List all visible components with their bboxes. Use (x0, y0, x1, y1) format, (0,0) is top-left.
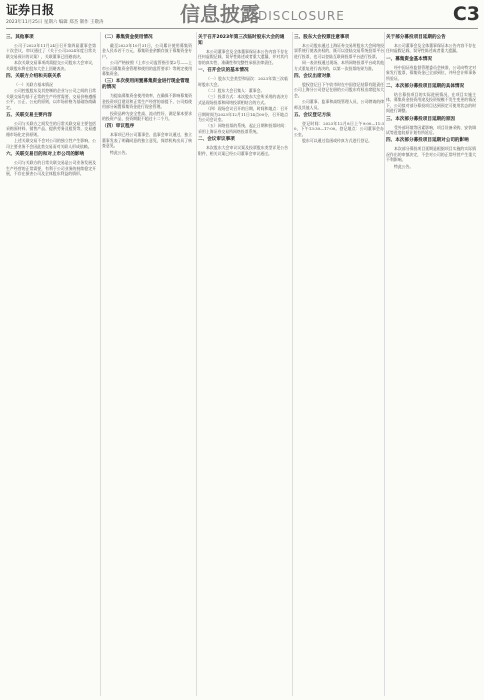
body-paragraph: 本事项已经公司董事会、监事会审议通过，独立董事发表了明确同意的独立意见，保荐机构出具了核查意见。 (102, 132, 192, 149)
body-paragraph: 特此公告。 (394, 163, 414, 169)
column-divider (100, 32, 101, 696)
body-paragraph: 投资品种为安全性高、流动性好、满足保本要求的投资产品，投资期限不超过十二个月。 (102, 110, 192, 122)
body-paragraph: 公司于2023年11月24日召开第四届董事会第十次会议，审议通过了《关于公司2024年度日常关联交易预计的议案》，关联董事已回避表决。 (6, 43, 96, 59)
column-4 (294, 32, 384, 696)
body-paragraph: 受外部环境等因素影响，项目设备采购、安装调试等进度较原计划有所延后。 (386, 124, 476, 136)
body-paragraph: 本次部分募投项目延期是根据项目实施的实际情况作出的审慎决定，不会对公司的正常经营产生重大不利影响。 (386, 146, 476, 163)
column-1 (6, 32, 96, 696)
section-heading: 一、募集资金基本情况 (386, 56, 432, 62)
column-2 (102, 32, 192, 696)
issue-meta: 2023年11月25日 星期六 编辑 郑杰 制作 王敬涛 (6, 20, 104, 25)
column-divider (196, 32, 197, 696)
body-paragraph: 截至2023年10月31日，公司累计使用募集资金人民币若干万元，募集资金余额存放于募集资金专户。 (102, 43, 192, 59)
section-heading: 五、会议登记方法 (294, 113, 331, 119)
section-heading: （三）本次使用闲置募集资金进行现金管理的情况 (102, 79, 190, 91)
article-body (6, 32, 478, 696)
body-paragraph: 经中国证券监督管理委员会核准，公司向特定对象发行股票，募集资金已全部到位，并经会计师事务所验证。 (386, 64, 476, 81)
section-title-english: DISCLOSURE (258, 9, 345, 23)
section-heading: 三、股东大会投票注意事项 (294, 35, 350, 40)
section-heading: 三、其他事项 (6, 35, 34, 40)
body-paragraph: 特此公告。 (110, 149, 130, 155)
body-paragraph: （三）投票方式：本次股东大会所采用的表决方式是现场投票和网络投票相结合的方式。 (198, 94, 288, 105)
body-paragraph: （一）股东大会类型和届次：2023年第三次临时股东大会。 (198, 76, 288, 87)
header-divider (6, 28, 478, 29)
body-paragraph: 为提高募集资金使用效率，在确保不影响募集资金投资项目建设和正常生产经营的前提下，公司拟使用部分闲置募集资金进行现金管理。 (102, 93, 192, 110)
body-paragraph: 登记时间：2023年12月8日上午9:00—11:30，下午13:30—17:00。登记地点：公司董事会办公室。 (294, 121, 384, 137)
section-heading: 关于召开2023年第三次临时股东大会的通知 (198, 35, 285, 46)
column-divider (292, 32, 293, 696)
body-paragraph: （一）关联方基本情况 (14, 82, 53, 88)
body-paragraph: 公司与关联方之间发生的日常关联交易主要包括采购原材料、销售产品、提供劳务及租赁等，交易遵循市场化定价原则。 (6, 121, 96, 137)
section-heading: 四、本次部分募投项目延期对公司的影响 (386, 138, 469, 144)
body-paragraph: 公司与关联方的日常关联交易是公司业务发展及生产经营的正常需要，有利于公司业务的持续稳定开展，不存在损害公司及全体股东利益的情形。 (6, 160, 96, 176)
section-heading: 六、关联交易目的和对上市公司的影响 (6, 152, 85, 158)
newspaper-logo: 证券日报 (6, 3, 55, 17)
body-paragraph: （二）股东大会召集人：董事会。 (206, 88, 265, 94)
page-code: C3 (452, 3, 480, 25)
section-heading: 四、关联方介绍和关联关系 (6, 74, 62, 80)
section-heading: 四、会议出席对象 (294, 74, 331, 80)
column-divider (384, 32, 385, 696)
body-paragraph: 本公司股东通过上海证券交易所股东大会网络投票系统行使表决权的，既可以登陆交易系统投票平台进行投票，也可以登陆互联网投票平台进行投票。 (294, 43, 384, 59)
body-paragraph: 股东可以通过信函或传真方式进行登记。 (302, 138, 373, 144)
column-3 (198, 32, 288, 696)
section-heading: 二、会议审议事项 (198, 137, 235, 143)
body-paragraph: 本公司董事会及全体董事保证本公告内容不存在任何虚假记载、误导性陈述或者重大遗漏，并对其内容的真实性、准确性和完整性承担法律责任。 (198, 49, 288, 65)
section-heading: 五、关联交易主要内容 (6, 113, 52, 119)
body-paragraph: （四）现场会议召开的日期、时间和地点：召开日期时间为2023年12月11日14点00分，召开地点为公司会议室。 (198, 106, 288, 123)
section-title: 信息披露 (180, 2, 260, 26)
masthead (0, 0, 484, 30)
column-5 (386, 32, 476, 696)
section-heading: 三、本次部分募投项目延期的原因 (386, 116, 455, 122)
section-heading: 二、本次部分募投项目延期的具体情况 (386, 84, 465, 90)
body-paragraph: 公司严格按照《上市公司监管指引第2号——上市公司募集资金管理和使用的监管要求》等规定使用募集资金。 (102, 60, 192, 77)
body-paragraph: 上述关联交易不会对公司的独立性产生影响，公司主要业务不会因此类交易而对关联人形成依赖。 (6, 138, 96, 149)
section-heading: （四）审议程序 (102, 124, 135, 130)
body-paragraph: 公司控股股东及其控制的企业与公司之间的日常关联交易均基于正常的生产经营需要，交易价格遵循公平、公正、公允的原则，以市场价格为基础协商确定。 (6, 88, 96, 110)
body-paragraph: 结合募投项目的实际进展情况，在项目实施主体、募集资金投资用途及投资规模不发生变更的情况下，公司拟对部分募投项目达到预定可使用状态的时间进行调整。 (386, 92, 476, 114)
body-paragraph: 本公司董事会及全体董事保证本公告内容不存在任何虚假记载、误导性陈述或者重大遗漏。 (386, 43, 476, 54)
section-heading: 关于部分募投项目延期的公告 (386, 35, 446, 40)
section-heading: 一、召开会议的基本情况 (198, 68, 249, 74)
section-heading: （二）募集资金使用情况 (102, 35, 153, 40)
body-paragraph: 本次股东大会审议议案及投票股东类型详见公告附件，相关议案已经公司董事会审议通过。 (198, 145, 288, 156)
body-paragraph: 公司董事、监事和高级管理人员，公司聘请的律师及其他人员。 (294, 99, 384, 110)
body-paragraph: 同一表决权通过现场、本所网络投票平台或其他方式重复进行表决的，以第一次投票结果为准。 (294, 60, 384, 71)
body-paragraph: 本次关联交易事项尚需提交公司股东大会审议，关联股东将在股东大会上回避表决。 (6, 60, 96, 71)
body-paragraph: 股权登记日下午收市时在中国登记结算有限责任公司上海分公司登记在册的公司股东有权出席股东大会。 (294, 82, 384, 98)
body-paragraph: （五）网络投票的系统、起止日期和投票时间：采用上海证券交易所网络投票系统。 (198, 123, 288, 134)
